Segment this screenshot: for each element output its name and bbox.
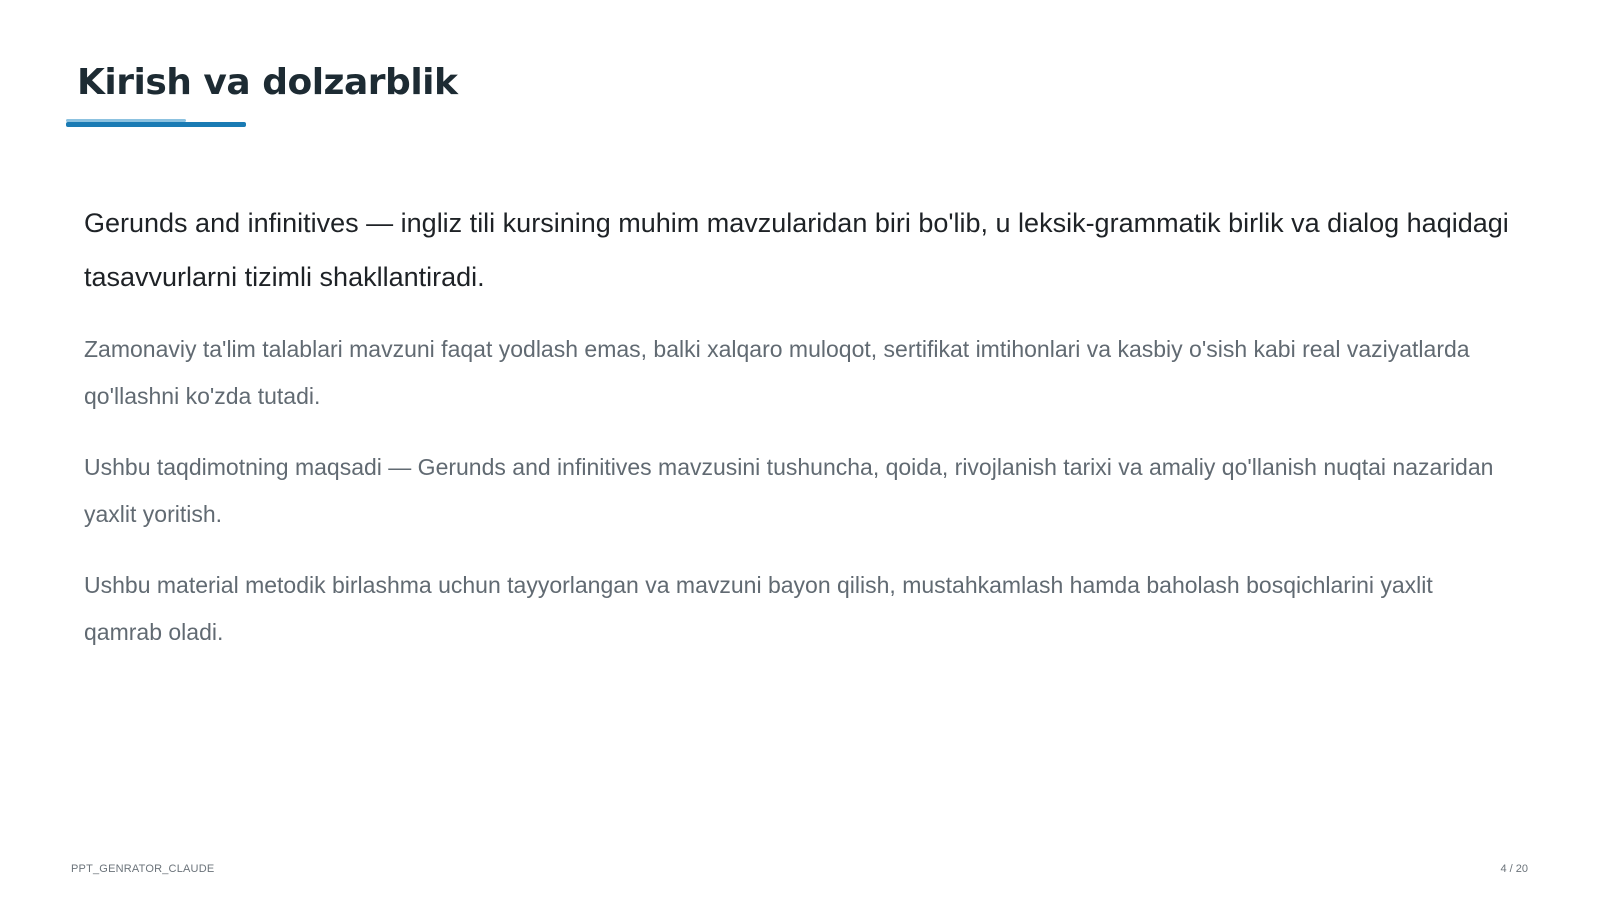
body-paragraph: Ushbu material metodik birlashma uchun tayyorlangan va mavzuni bayon qilish, mustahkamlash hamda baholash bosqichlarini yaxlit qamrab oladi. bbox=[84, 572, 1433, 645]
body-paragraph: Ushbu taqdimotning maqsadi — Gerunds and infinitives mavzusini tushuncha, qoida, rivojlanish tarixi va amaliy qo'llanish nuqtai nazaridan yaxlit yoritish. bbox=[84, 454, 1494, 527]
page-indicator: 4 / 20 bbox=[1500, 863, 1528, 875]
body-paragraph: Zamonaviy ta'lim talablari mavzuni faqat yodlash emas, balki xalqaro muloqot, sertifikat imtihonlari va kasbiy o'sish kabi real vaziyatlarda qo'llashni ko'zda tutadi. bbox=[84, 336, 1470, 409]
slide-body bbox=[84, 196, 1514, 680]
slide-title: Kirish va dolzarblik bbox=[77, 62, 458, 103]
lead-paragraph: Gerunds and infinitives — ingliz tili kursining muhim mavzularidan biri bo'lib, u leksik-grammatik birlik va dialog haqidagi tasavvurlarni tizimli shakllantiradi. bbox=[84, 208, 1509, 292]
title-underline bbox=[66, 122, 246, 127]
footer-label: PPT_GENRATOR_CLAUDE bbox=[71, 863, 215, 875]
